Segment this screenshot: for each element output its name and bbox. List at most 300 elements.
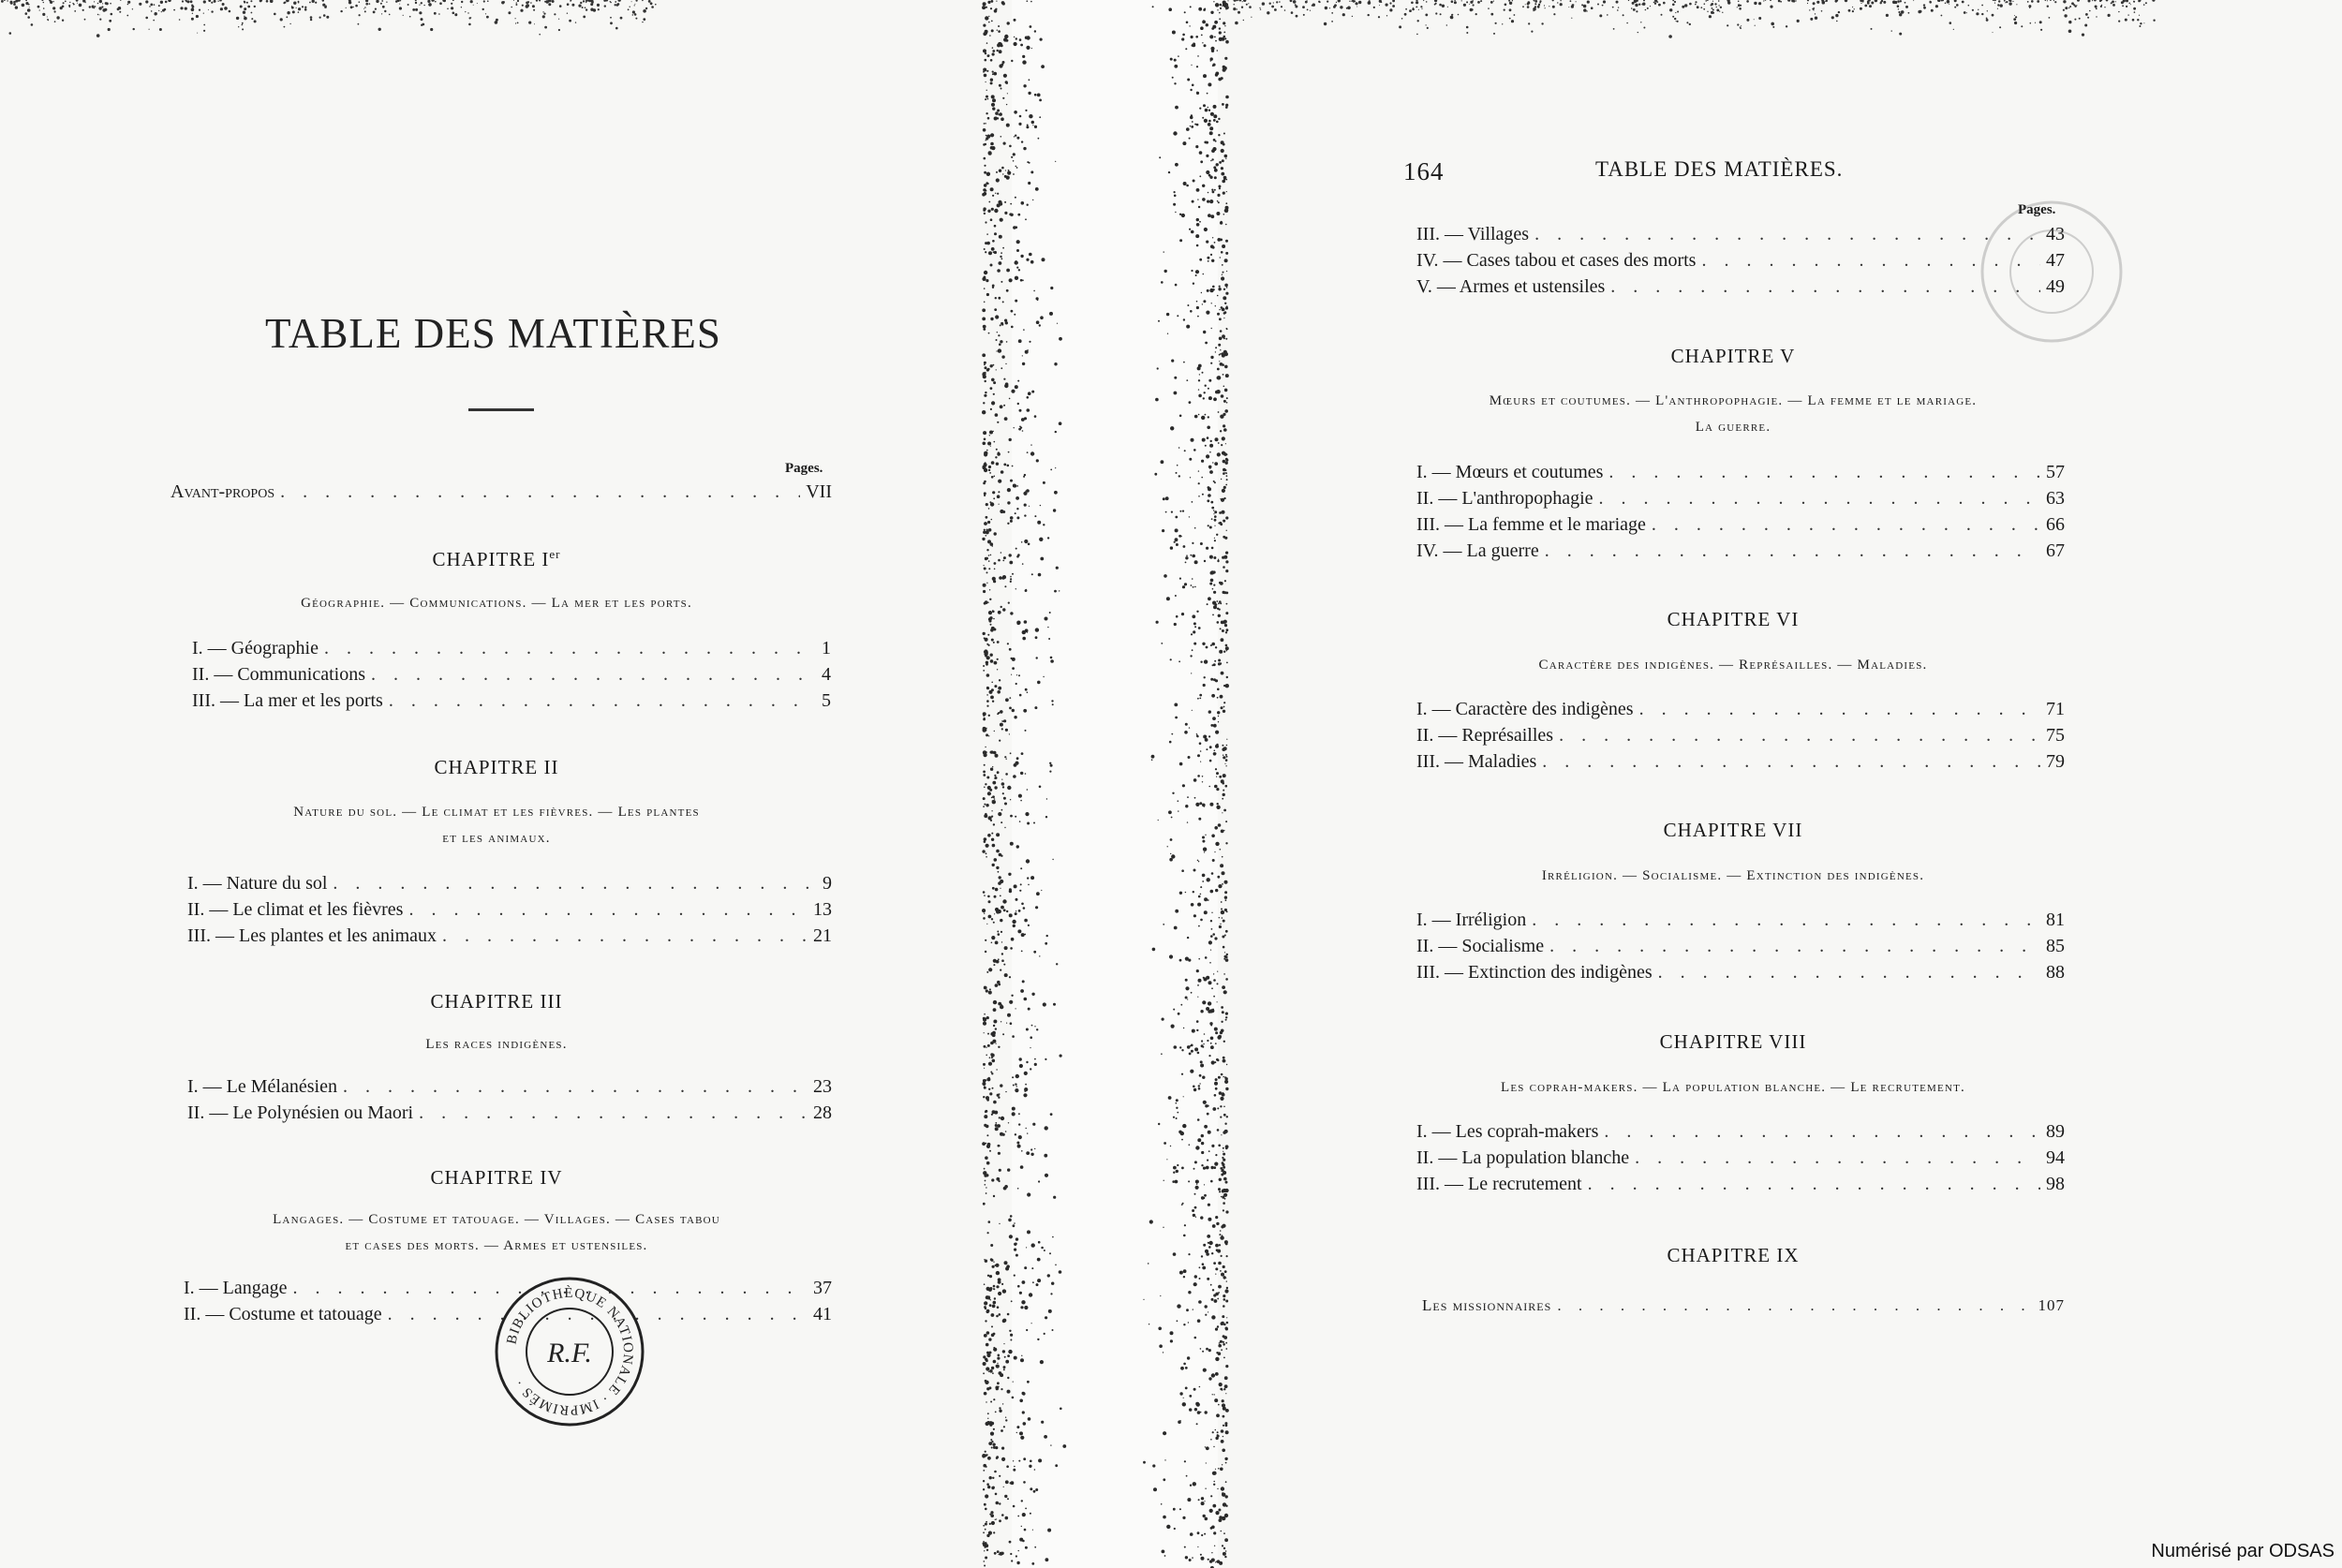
scan-speck — [1224, 952, 1225, 953]
scan-speck — [986, 1161, 990, 1165]
toc-entry-avant-propos[interactable] — [170, 481, 832, 506]
scan-speck — [991, 833, 993, 835]
scan-speck — [97, 3, 99, 5]
scan-speck — [983, 1488, 985, 1490]
scan-speck — [992, 800, 993, 801]
scan-speck — [986, 661, 988, 664]
scan-speck — [1208, 379, 1211, 382]
scan-speck — [1152, 1464, 1155, 1467]
scan-speck — [1838, 11, 1840, 13]
scan-speck — [359, 1, 361, 3]
scan-speck — [1218, 134, 1220, 136]
scan-speck — [1312, 3, 1315, 6]
scan-speck — [992, 1031, 996, 1035]
scan-speck — [315, 2, 317, 4]
scan-speck — [992, 1443, 995, 1446]
scan-speck — [1221, 1440, 1224, 1443]
scan-speck — [1192, 649, 1193, 651]
scan-speck — [634, 4, 635, 5]
scan-speck — [1044, 1333, 1045, 1335]
scan-speck — [1051, 700, 1053, 702]
scan-speck — [1477, 1, 1480, 4]
toc-entry[interactable] — [1416, 224, 2065, 248]
scan-speck — [1224, 1384, 1228, 1388]
scan-speck — [1013, 1224, 1015, 1227]
scan-speck — [1014, 314, 1015, 316]
scan-speck — [1225, 306, 1228, 309]
scan-speck — [1219, 12, 1221, 14]
scan-speck — [1012, 920, 1015, 924]
scan-speck — [645, 7, 647, 9]
scan-speck — [1005, 1360, 1009, 1364]
scan-speck — [986, 1055, 987, 1057]
scan-speck — [1219, 917, 1220, 918]
scan-speck — [380, 3, 382, 5]
scan-speck — [991, 639, 994, 642]
scan-speck — [1223, 1547, 1225, 1549]
scan-speck — [1560, 3, 1563, 6]
scan-speck — [986, 777, 989, 779]
scan-speck — [1192, 1029, 1195, 1033]
scan-speck — [991, 1367, 994, 1369]
scan-speck — [293, 2, 296, 5]
scan-speck — [993, 642, 995, 643]
scan-speck — [991, 461, 995, 465]
scan-speck — [1208, 174, 1211, 177]
toc-entry[interactable] — [1416, 910, 2065, 934]
scan-speck — [1175, 528, 1178, 532]
toc-entry[interactable] — [1416, 751, 2065, 776]
scan-speck — [1035, 1488, 1038, 1491]
scan-speck — [1000, 969, 1001, 971]
scan-speck — [1225, 765, 1226, 766]
scan-speck — [1215, 1511, 1219, 1515]
toc-entry[interactable] — [187, 873, 832, 897]
scan-speck — [1001, 606, 1002, 608]
scan-speck — [203, 13, 204, 14]
toc-entry[interactable] — [1416, 488, 2065, 512]
scan-speck — [1208, 1246, 1211, 1249]
scan-speck — [989, 1057, 991, 1058]
scan-speck — [534, 23, 535, 24]
scan-speck — [995, 413, 999, 417]
scan-speck — [1527, 6, 1530, 8]
scan-speck — [1037, 94, 1041, 97]
scan-speck — [1176, 1102, 1178, 1104]
toc-entry[interactable] — [1416, 1121, 2065, 1146]
scan-speck — [1198, 979, 1202, 983]
scan-speck — [1015, 276, 1018, 280]
scan-speck — [1190, 1532, 1193, 1536]
scan-speck — [1221, 306, 1223, 309]
scan-speck — [1202, 494, 1204, 496]
toc-entry[interactable] — [1416, 514, 2065, 539]
scan-speck — [1418, 9, 1419, 10]
scan-speck — [1164, 270, 1167, 273]
toc-entry-page: 66 — [2046, 514, 2065, 535]
scan-speck — [993, 1531, 995, 1533]
scan-speck — [1223, 555, 1227, 559]
scan-speck — [582, 7, 584, 8]
scan-speck — [1225, 570, 1228, 572]
scan-speck — [1223, 566, 1225, 569]
scan-speck — [1022, 279, 1024, 281]
scan-speck — [989, 1150, 991, 1152]
scan-speck — [983, 774, 986, 777]
scan-speck — [996, 1501, 1000, 1505]
chapter-subtitle: et cases des morts. — Armes et ustensiles. — [345, 1238, 648, 1253]
scan-speck — [1809, 9, 1810, 10]
scan-speck — [452, 12, 455, 15]
scan-speck — [997, 1363, 998, 1364]
scan-speck — [985, 951, 986, 953]
scan-speck — [1220, 924, 1221, 925]
scan-speck — [1941, 15, 1943, 17]
scan-speck — [1223, 192, 1225, 195]
scan-speck — [1183, 1324, 1185, 1325]
scan-speck — [1021, 933, 1025, 937]
scan-speck — [1008, 1122, 1009, 1123]
scan-speck — [522, 5, 524, 7]
scan-speck — [570, 0, 571, 2]
scan-speck — [1923, 4, 1925, 6]
scan-speck — [999, 876, 1001, 879]
scan-speck — [1021, 1526, 1022, 1527]
scan-speck — [153, 20, 155, 22]
scan-speck — [1207, 200, 1209, 203]
scan-speck — [1023, 492, 1027, 496]
scan-speck — [1215, 889, 1218, 892]
scan-speck — [2134, 11, 2136, 13]
toc-entry[interactable] — [1416, 250, 2065, 274]
scan-speck — [1342, 13, 1345, 16]
scan-speck — [1689, 23, 1691, 25]
scan-speck — [1168, 171, 1170, 173]
scan-speck — [1206, 141, 1208, 144]
scan-speck — [1210, 1037, 1214, 1041]
scan-speck — [1024, 620, 1028, 624]
scan-speck — [1055, 161, 1056, 162]
scan-speck — [94, 1, 95, 2]
scan-speck — [1037, 521, 1041, 525]
scan-speck — [988, 560, 990, 562]
scan-speck — [1222, 917, 1223, 919]
leader-dots — [1588, 1174, 2040, 1195]
scan-speck — [1059, 422, 1062, 425]
scan-speck — [988, 611, 992, 614]
scan-speck — [634, 5, 635, 6]
scan-speck — [1191, 1050, 1193, 1053]
scan-speck — [1180, 1132, 1184, 1135]
scan-speck — [994, 786, 997, 789]
scan-speck — [1997, 8, 1998, 9]
scan-speck — [1019, 1292, 1022, 1294]
scan-speck — [990, 751, 993, 754]
scan-speck — [1225, 978, 1228, 981]
scan-speck — [1202, 643, 1205, 645]
scan-speck — [988, 900, 991, 903]
toc-entry[interactable] — [1416, 462, 2065, 486]
scan-speck — [1225, 821, 1227, 822]
scan-speck — [990, 555, 992, 556]
scan-speck — [1243, 0, 1246, 2]
scan-speck — [1035, 906, 1038, 909]
scan-speck — [284, 26, 286, 28]
scan-speck — [1175, 516, 1178, 519]
scan-speck — [1217, 621, 1220, 624]
scan-speck — [1029, 114, 1032, 118]
scan-speck — [1031, 573, 1033, 575]
toc-entry[interactable] — [187, 1076, 832, 1101]
scan-speck — [990, 659, 994, 663]
scan-speck — [15, 6, 18, 8]
scan-speck — [1661, 14, 1663, 16]
scan-speck — [1216, 772, 1219, 775]
scan-speck — [1215, 1267, 1218, 1270]
scan-speck — [1274, 8, 1277, 11]
scan-speck — [1159, 1344, 1163, 1348]
scan-speck — [1705, 0, 1707, 2]
scan-speck — [1327, 1, 1328, 3]
scan-speck — [1057, 323, 1058, 324]
scan-speck — [1225, 158, 1226, 159]
toc-entry[interactable] — [1416, 936, 2065, 960]
scan-speck — [127, 4, 129, 6]
scan-speck — [982, 1142, 986, 1146]
scan-speck — [1031, 391, 1034, 393]
scan-speck — [1175, 106, 1178, 110]
toc-entry[interactable] — [192, 664, 831, 688]
scan-speck — [1200, 1010, 1203, 1013]
scan-speck — [1015, 1074, 1019, 1078]
toc-entry[interactable] — [1416, 540, 2065, 565]
scan-speck — [1217, 1107, 1219, 1109]
scan-speck — [1213, 1262, 1216, 1265]
scan-speck — [1011, 156, 1013, 158]
toc-entry[interactable] — [187, 925, 832, 950]
scan-speck — [1038, 1458, 1042, 1462]
scan-speck — [1212, 237, 1213, 238]
scan-speck — [984, 165, 986, 167]
scan-speck — [1007, 1168, 1010, 1171]
scan-speck — [1222, 1449, 1225, 1453]
toc-entry-page: 43 — [2046, 224, 2065, 244]
scan-speck — [415, 8, 418, 11]
scan-speck — [1010, 1334, 1013, 1337]
scan-speck — [984, 191, 986, 193]
scan-speck — [1490, 1, 1493, 4]
scan-speck — [384, 10, 386, 12]
scan-speck — [990, 446, 991, 447]
scan-speck — [1454, 0, 1455, 1]
scan-speck — [1039, 116, 1041, 118]
toc-entry[interactable] — [187, 1102, 832, 1127]
scan-speck — [1197, 199, 1198, 200]
scan-speck — [1223, 756, 1225, 759]
scan-speck — [1184, 450, 1186, 451]
scan-speck — [1712, 9, 1714, 11]
scan-speck — [1211, 518, 1213, 520]
scan-speck — [1027, 396, 1030, 399]
scan-speck — [1226, 1255, 1228, 1257]
scan-speck — [567, 13, 568, 14]
scan-speck — [1224, 1376, 1228, 1380]
scan-speck — [286, 16, 288, 18]
scan-speck — [1021, 541, 1023, 543]
scan-speck — [590, 8, 593, 11]
scan-speck — [1871, 2, 1874, 5]
scan-speck — [984, 288, 986, 289]
scan-speck — [1192, 578, 1193, 580]
scan-speck — [1196, 611, 1198, 613]
scan-speck — [1222, 1545, 1223, 1546]
scan-speck — [558, 19, 559, 20]
scan-speck — [628, 8, 630, 10]
scan-speck — [999, 1502, 1001, 1504]
scan-speck — [1027, 822, 1030, 825]
scan-speck — [1712, 1, 1713, 2]
scan-speck — [989, 1287, 992, 1290]
scan-speck — [191, 8, 195, 12]
scan-speck — [993, 1446, 996, 1449]
scan-speck — [650, 2, 653, 5]
toc-entry[interactable] — [187, 899, 832, 924]
scan-speck — [1007, 1354, 1010, 1357]
scan-speck — [1210, 1284, 1212, 1286]
scan-speck — [542, 11, 543, 12]
scan-speck — [1001, 367, 1002, 369]
scan-speck — [1821, 10, 1823, 12]
scan-speck — [1197, 1411, 1201, 1414]
scan-speck — [1672, 16, 1674, 18]
scan-speck — [569, 20, 571, 22]
scan-speck — [2014, 15, 2015, 16]
leader-dots — [389, 690, 816, 712]
toc-entry[interactable] — [1416, 1147, 2065, 1172]
scan-speck — [998, 933, 1001, 936]
scan-speck — [304, 7, 306, 8]
scan-speck — [984, 492, 986, 495]
toc-entry[interactable] — [1416, 1174, 2065, 1198]
scan-speck — [1171, 1025, 1175, 1028]
scan-speck — [986, 1125, 989, 1129]
scan-speck — [1208, 1241, 1212, 1245]
scan-speck — [1164, 1555, 1166, 1557]
scan-speck — [240, 6, 243, 8]
toc-entry[interactable] — [1422, 1296, 2065, 1321]
scan-speck — [1552, 0, 1554, 1]
scan-speck — [1030, 260, 1034, 264]
scan-speck — [989, 1514, 991, 1516]
scan-speck — [1040, 316, 1044, 319]
scan-speck — [1490, 13, 1493, 16]
scan-speck — [1201, 1164, 1203, 1166]
toc-entry[interactable] — [1416, 276, 2065, 301]
scan-speck — [1045, 1174, 1048, 1177]
scan-speck — [990, 1053, 993, 1056]
scan-speck — [999, 261, 1001, 264]
scan-speck — [1206, 1446, 1209, 1450]
scan-speck — [1015, 1088, 1018, 1092]
toc-entry-label: I. — Géographie — [192, 638, 319, 658]
scan-speck — [1007, 93, 1008, 94]
toc-entry[interactable] — [192, 690, 831, 715]
scan-speck — [991, 942, 993, 944]
scan-speck — [1211, 507, 1214, 510]
scan-speck — [1237, 0, 1238, 1]
scan-speck — [1030, 1153, 1033, 1156]
scan-speck — [1001, 1447, 1004, 1450]
toc-entry[interactable] — [192, 638, 831, 662]
scan-speck — [984, 529, 986, 531]
scan-speck — [1001, 355, 1004, 358]
toc-entry[interactable] — [1416, 725, 2065, 749]
scan-speck — [1179, 959, 1182, 962]
scan-speck — [1226, 954, 1228, 955]
toc-entry[interactable] — [1416, 699, 2065, 723]
scan-speck — [1203, 684, 1206, 687]
scan-speck — [1416, 1, 1418, 4]
scan-speck — [994, 209, 998, 213]
scan-speck — [580, 2, 582, 4]
scan-speck — [1633, 8, 1636, 11]
scan-speck — [1176, 543, 1178, 546]
scan-speck — [1234, 4, 1235, 5]
scan-speck — [292, 10, 295, 13]
scan-speck — [1469, 4, 1470, 5]
scan-speck — [1647, 7, 1649, 9]
scan-speck — [1190, 655, 1192, 657]
scan-speck — [1198, 1085, 1200, 1087]
toc-entry-page: 49 — [2046, 276, 2065, 297]
scan-speck — [1206, 311, 1209, 315]
scan-speck — [1198, 394, 1202, 398]
scan-speck — [1027, 691, 1029, 693]
scan-speck — [4, 0, 6, 1]
scan-speck — [539, 34, 541, 36]
scan-speck — [1189, 229, 1191, 230]
chapter-subtitle: Langages. — Costume et tatouage. — Villages. — Cases tabou — [273, 1212, 720, 1227]
scan-speck — [389, 14, 391, 16]
scan-speck — [1226, 662, 1228, 664]
toc-entry[interactable] — [1416, 962, 2065, 986]
scan-speck — [1171, 817, 1173, 819]
scan-speck — [993, 1288, 995, 1290]
scan-speck — [421, 2, 422, 4]
scan-speck — [1189, 1395, 1192, 1398]
scan-speck — [1186, 1309, 1189, 1311]
scan-speck — [996, 1271, 1000, 1275]
scan-speck — [1175, 538, 1178, 541]
scan-speck — [1007, 171, 1011, 175]
scan-speck — [1583, 5, 1587, 8]
scan-speck — [1378, 16, 1380, 18]
scan-speck — [1026, 859, 1030, 863]
scan-speck — [655, 4, 657, 6]
scan-speck — [1022, 430, 1024, 432]
scan-speck — [1209, 760, 1212, 762]
scan-speck — [1224, 624, 1227, 627]
scan-speck — [1204, 659, 1208, 663]
scan-speck — [1986, 19, 1989, 22]
scan-speck — [1211, 328, 1212, 329]
scan-speck — [1223, 176, 1226, 179]
scan-speck — [1208, 710, 1211, 713]
scan-speck — [990, 696, 994, 700]
scan-speck — [1405, 8, 1407, 10]
scan-speck — [1050, 1293, 1052, 1294]
scan-speck — [1196, 1029, 1198, 1031]
